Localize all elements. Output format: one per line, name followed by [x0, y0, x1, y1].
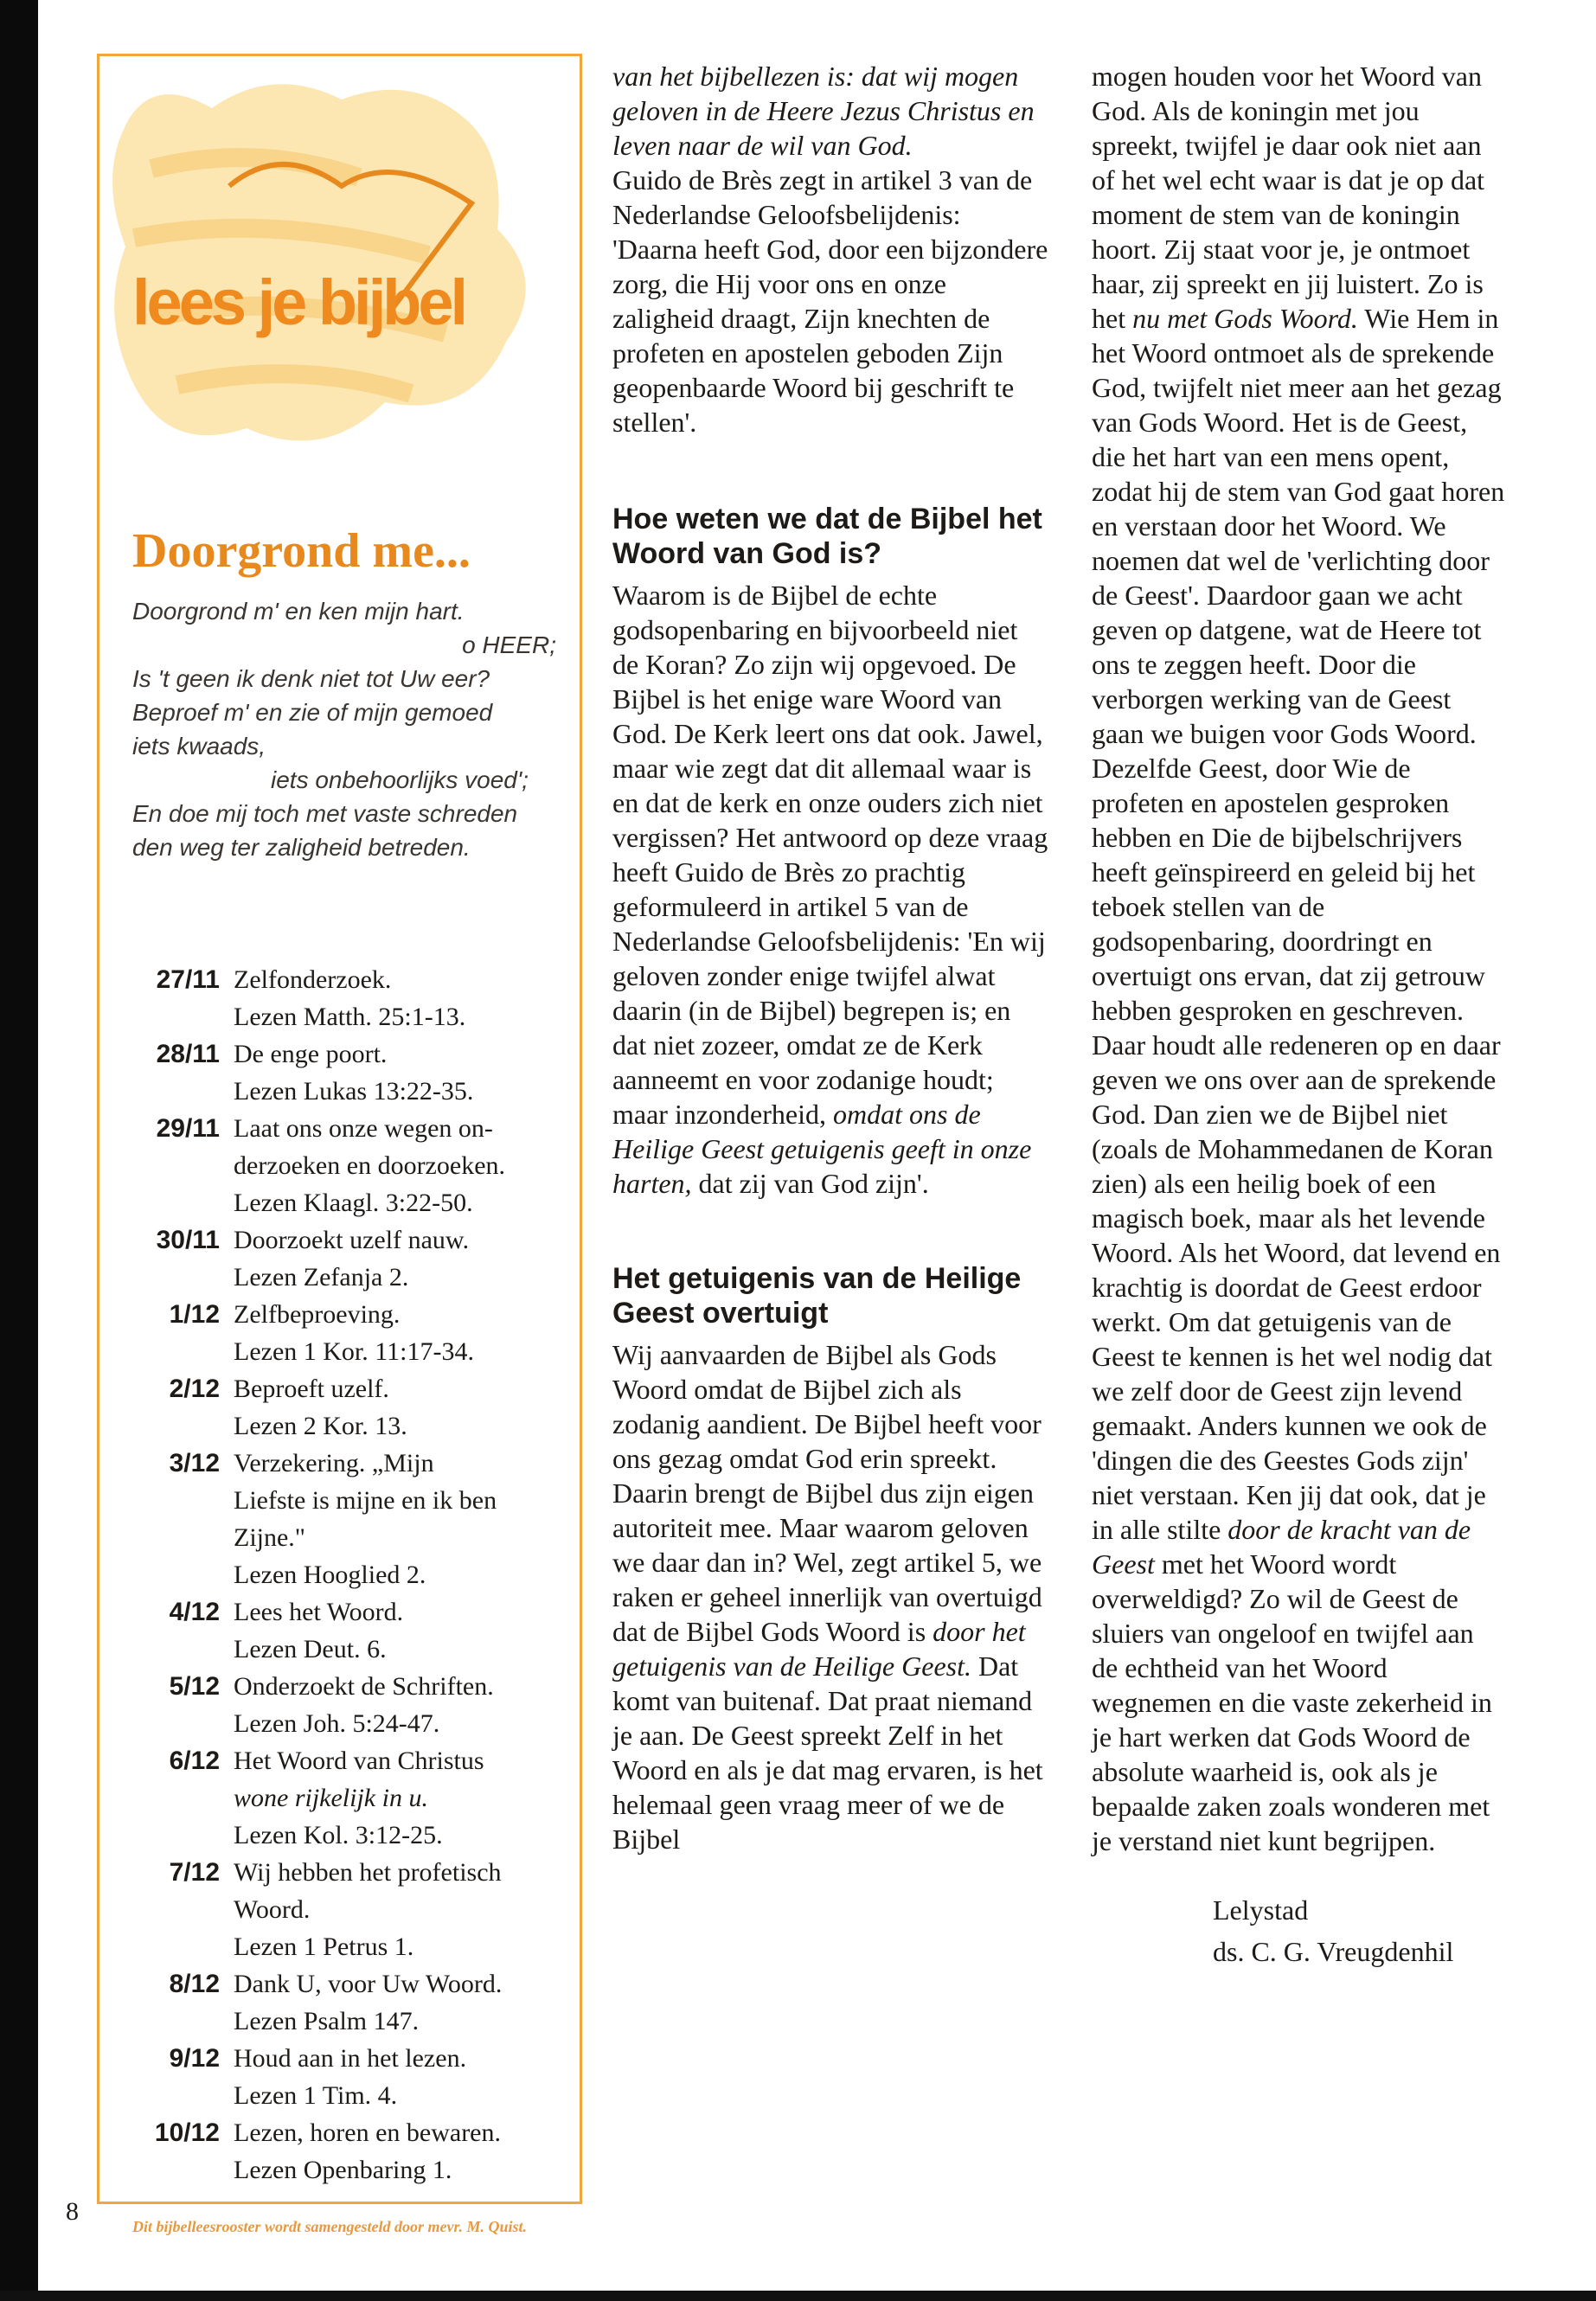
- schedule-date: 1/12: [169, 1300, 220, 1329]
- schedule-date: 10/12: [154, 2118, 220, 2147]
- schedule-reading: Lezen Kol. 3:12-25.: [234, 1821, 443, 1849]
- schedule-entry: [132, 2040, 565, 2077]
- poem-line: o HEER;: [462, 631, 556, 658]
- schedule-topic: De enge poort.: [234, 1040, 388, 1068]
- schedule-date: 3/12: [169, 1449, 220, 1477]
- paragraph: Guido de Brès zegt in artikel 3 van de Nederlandse Geloofsbelijdenis: 'Daarna heeft God, door een bijzondere zorg, die Hij voor ons en onze zaligheid draagt, Zijn knechten de profeten en apostelen geboden Zijn geopenbaarde Woord bij geschrift te stellen'.: [612, 164, 1048, 438]
- paragraph: [612, 1337, 1049, 1856]
- schedule-topic: Verzekering. „Mijn: [234, 1449, 434, 1477]
- schedule-reading: Lezen Psalm 147.: [234, 2007, 420, 2035]
- schedule-reading: Lezen 1 Tim. 4.: [234, 2081, 398, 2110]
- schedule-topic: Het Woord van Christus: [234, 1747, 484, 1775]
- schedule-date: 30/11: [156, 1226, 220, 1254]
- poem-line: iets onbehoorlijks voed';: [271, 766, 529, 793]
- reading-schedule: [132, 961, 565, 2189]
- schedule-topic: Onderzoekt de Schriften.: [234, 1672, 494, 1701]
- poem-line: Is 't geen ik denk niet tot Uw eer?: [132, 665, 490, 692]
- scan-edge-bottom: [0, 2291, 1596, 2301]
- schedule-entry: [132, 1965, 565, 2003]
- paragraph-italic: nu met Gods Woord.: [1132, 303, 1358, 334]
- schedule-entry: [132, 1370, 565, 1407]
- schedule-entry: [132, 961, 565, 998]
- article-column-3: [1092, 59, 1505, 1969]
- schedule-topic: wone rijkelijk in u.: [234, 1784, 428, 1812]
- schedule-topic: Zelfonderzoek.: [234, 965, 392, 994]
- schedule-topic: Woord.: [234, 1895, 311, 1924]
- schedule-topic: Wij hebben het profetisch: [234, 1858, 502, 1887]
- paragraph: [612, 578, 1049, 1201]
- schedule-topic: Zijne.": [234, 1523, 306, 1552]
- signature-author: ds. C. G. Vreugdenhil: [1213, 1936, 1454, 1967]
- schedule-date: 5/12: [169, 1672, 220, 1701]
- schedule-reading: Lezen 1 Petrus 1.: [234, 1932, 414, 1961]
- paragraph: [1092, 59, 1505, 1858]
- section-heading: Het getuigenis van de Heilige Geest overtuigt: [612, 1262, 1022, 1330]
- schedule-entry: [132, 1742, 565, 1779]
- schedule-date: 9/12: [169, 2044, 220, 2073]
- schedule-topic: Lezen, horen en bewaren.: [234, 2118, 501, 2147]
- schedule-date: 28/11: [156, 1040, 220, 1068]
- schedule-date: 7/12: [169, 1858, 220, 1887]
- schedule-entry: [132, 1221, 565, 1259]
- schedule-reading: Lezen Hooglied 2.: [234, 1561, 426, 1589]
- schedule-date: 4/12: [169, 1598, 220, 1626]
- paragraph-text: Dat komt van buitenaf. Dat praat niemand je aan. De Geest spreekt Zelf in het Woord en als je dat mag ervaren, is het helemaal geen vraag meer of we de Bijbel: [612, 1650, 1043, 1855]
- schedule-date: 29/11: [156, 1114, 220, 1143]
- paragraph-text: mogen houden voor het Woord van God. Als de koningin met jou spreekt, twijfel je daar ook niet aan of het wel echt waar is dat je op dat moment de stem van de koningin hoort. Zij staat voor je, je ontmoet haar, zij spreekt en jij luistert. Zo is het: [1092, 61, 1485, 334]
- paragraph-italic: door de kracht van de Geest: [1092, 1514, 1471, 1580]
- schedule-reading: Lezen Lukas 13:22-35.: [234, 1077, 474, 1106]
- schedule-date: 2/12: [169, 1375, 220, 1403]
- schedule-topic: Zelfbeproeving.: [234, 1300, 401, 1329]
- poem-line: iets kwaads,: [132, 733, 266, 760]
- logo-text: lees je bijbel: [132, 266, 465, 338]
- schedule-credit: Dit bijbelleesrooster wordt samengesteld door mevr. M. Quist.: [132, 2218, 528, 2235]
- schedule-topic: Lees het Woord.: [234, 1598, 404, 1626]
- signature-place: Lelystad: [1213, 1894, 1309, 1926]
- schedule-topic: Liefste is mijne en ik ben: [234, 1486, 497, 1515]
- schedule-reading: Lezen 2 Kor. 13.: [234, 1412, 407, 1440]
- schedule-reading: Lezen Joh. 5:24-47.: [234, 1709, 440, 1738]
- psalm-poem: [132, 594, 556, 864]
- paragraph-text: Waarom is de Bijbel de echte godsopenbaring en bijvoorbeeld niet de Koran? Zo zijn wij opgevoed. De Bijbel is het enige ware Woord van God. De Kerk leert ons dat ook. Jawel, maar wie zegt dat dit allemaal waar is en dat de kerk en onze ouders zich niet vergissen? Het antwoord op deze vraag heeft Guido de Brès zo prachtig geformuleerd in artikel 5 van de Nederlandse Geloofsbelijdenis: 'En wij geloven zonder enige twijfel alwat daarin (in de Bijbel) begrepen is; en dat niet zozeer, omdat ze de Kerk aanneemt en voor zodanige houdt; maar inzonderheid,: [612, 580, 1048, 1130]
- schedule-reading: Lezen Matth. 25:1-13.: [234, 1003, 466, 1031]
- poem-line: Doorgrond m' en ken mijn hart.: [132, 598, 465, 625]
- schedule-date: 27/11: [156, 965, 220, 994]
- article-column-2: [612, 59, 1049, 1856]
- schedule-topic: derzoeken en doorzoeken.: [234, 1151, 506, 1180]
- paragraph-italic: omdat ons de Heilige Geest getuigenis geeft in onze harten,: [612, 1099, 1032, 1199]
- schedule-reading: Lezen Deut. 6.: [234, 1635, 387, 1663]
- poem-line: Beproef m' en zie of mijn gemoed: [132, 699, 493, 726]
- schedule-entry: [132, 1296, 565, 1333]
- paragraph-text: met het Woord wordt overweldigd? Zo wil de Geest de sluiers van ongeloof en twijfel aan de echtheid van het Woord wegnemen en die vaste zekerheid in je hart werken dat Gods Woord de absolute waarheid is, ook als je bepaalde zaken zoals wonderen met je verstand niet kunt begrijpen.: [1092, 1548, 1492, 1856]
- schedule-reading: Lezen 1 Kor. 11:17-34.: [234, 1337, 474, 1366]
- poem-line: den weg ter zaligheid betreden.: [132, 834, 471, 861]
- schedule-entry: [132, 2114, 565, 2151]
- schedule-topic: Doorzoekt uzelf nauw.: [234, 1226, 470, 1254]
- paragraph-text: Wie Hem in het Woord ontmoet als de sprekende God, twijfelt niet meer aan het gezag van Gods Woord. Het is de Geest, die het hart van een mens opent, zodat hij de stem van God gaat horen en verstaan door het Woord. We noemen dat wel de 'verlichting door de Geest'. Daardoor gaan we acht geven op datgene, wat de Heere tot ons te zeggen heeft. Door die verborgen werking van de Geest gaan we buigen voor Gods Woord. Dezelfde Geest, door Wie de profeten en apostelen gesproken hebben en Die de bijbelschrijvers heeft geïnspireerd en geleid bij het teboek stellen van de godsopenbaring, doordringt en overtuigt ons ervan, dat zij getrouw hebben gesproken en geschreven. Daar houdt alle redeneren op en daar geven we ons over aan de sprekende God. Dan zien we de Bijbel niet (zoals de Mohammedanen de Koran zien) als een heilig boek of een magisch boek, maar als het levende Woord. Als het Woord, dat levend en krachtig is doordat de Geest erdoor werkt. Om dat getuigenis van de Geest te kennen is het wel nodig dat we zelf door de Geest zijn levend gemaakt. Anders kunnen we ook de 'dingen die des Geestes Gods zijn' niet verstaan. Ken jij dat ook, dat je in alle stilte: [1092, 303, 1505, 1545]
- scan-edge-left: [0, 0, 38, 2301]
- schedule-reading: Lezen Klaagl. 3:22-50.: [234, 1189, 473, 1217]
- intro-italic: van het bijbellezen is: dat wij mogen geloven in de Heere Jezus Christus en leven naar de wil van God.: [612, 61, 1035, 161]
- poem-line: En doe mij toch met vaste schreden: [132, 800, 518, 827]
- schedule-reading: Lezen Openbaring 1.: [234, 2156, 452, 2184]
- paragraph-text: Wij aanvaarden de Bijbel als Gods Woord omdat de Bijbel zich als zodanig aandient. De Bijbel heeft voor ons gezag omdat God erin spreekt. Daarin brengt de Bijbel dus zijn eigen autoriteit mee. Maar waarom geloven we daar dan in? Wel, zegt artikel 5, we raken er geheel innerlijk van overtuigd dat de Bijbel Gods Woord is: [612, 1339, 1042, 1647]
- schedule-entry: [132, 1854, 565, 1891]
- paragraph-text: dat zij van God zijn'.: [698, 1168, 929, 1199]
- schedule-reading: Lezen Zefanja 2.: [234, 1263, 409, 1292]
- schedule-entry: [132, 1668, 565, 1705]
- bible-reading-sidebar: [97, 54, 582, 2235]
- schedule-entry: [132, 1035, 565, 1073]
- schedule-topic: Dank U, voor Uw Woord.: [234, 1970, 503, 1998]
- schedule-entry: [132, 1593, 565, 1631]
- schedule-entry: [132, 1110, 565, 1147]
- schedule-topic: Beproeft uzelf.: [234, 1375, 389, 1403]
- paragraph-italic: door het getuigenis van de Heilige Geest.: [612, 1616, 1026, 1682]
- schedule-entry: [132, 1445, 565, 1482]
- schedule-date: 6/12: [169, 1747, 220, 1775]
- schedule-topic: Houd aan in het lezen.: [234, 2044, 467, 2073]
- schedule-topic: Laat ons onze wegen on-: [234, 1114, 493, 1143]
- page-number: 8: [66, 2197, 79, 2226]
- schedule-date: 8/12: [169, 1970, 220, 1998]
- section-heading: Hoe weten we dat de Bijbel het Woord van God is?: [612, 503, 1042, 570]
- sidebar-heading: Doorgrond me...: [132, 524, 471, 578]
